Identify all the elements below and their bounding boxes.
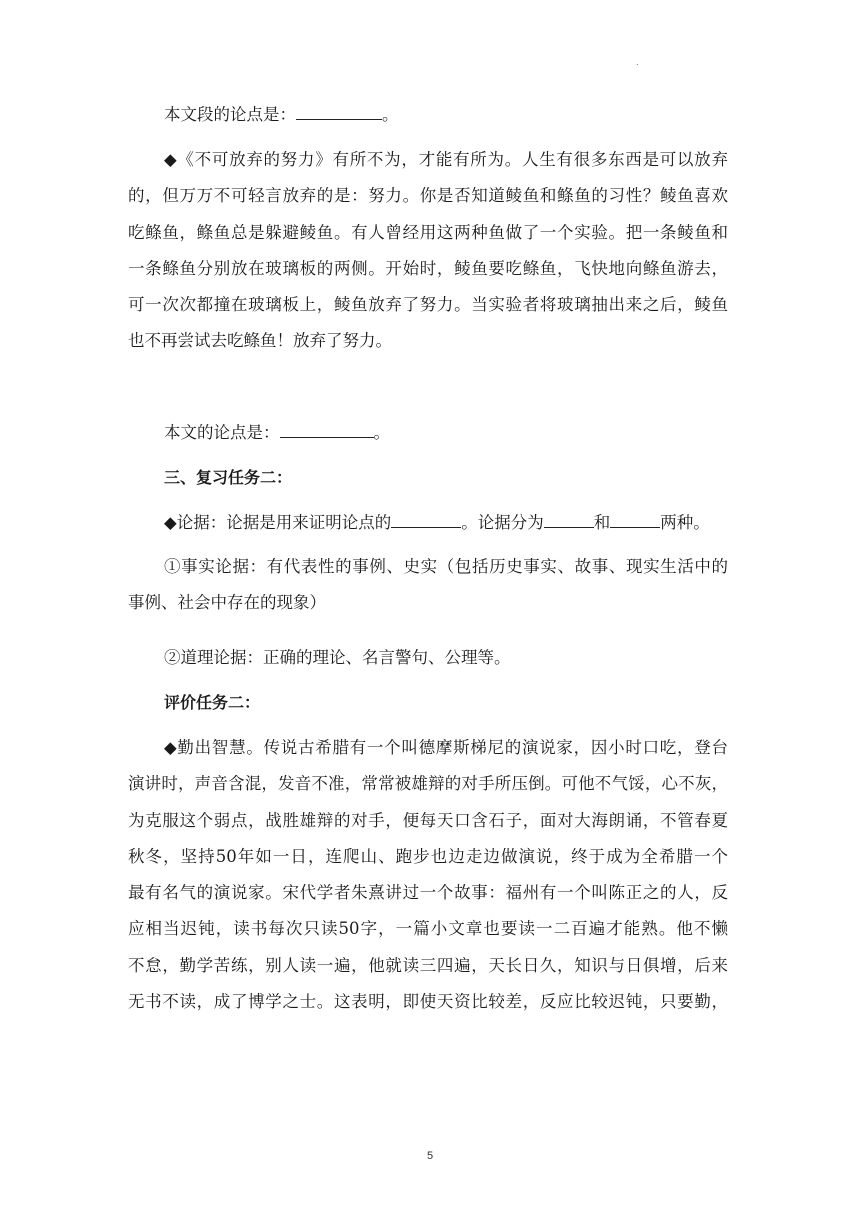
text-line: ◆勤出智慧。传说古希腊有一个叫德摩斯梯尼的演说家，因小时口吃，登台: [164, 738, 728, 757]
heading-text: 三、复习任务二：: [164, 468, 293, 487]
text-line: 秋冬，坚持50年如一日，连爬山、跑步也边走边做演说，终于成为全希腊一个: [128, 846, 728, 866]
text-line: 可一次次都撞在玻璃板上，鲮鱼放弃了努力。当实验者将玻璃抽出来之后，鲮鱼: [128, 295, 728, 315]
thesis-1-label: 本文段的论点是：: [164, 105, 296, 124]
answer-blank: [544, 513, 594, 528]
text-line: 的，但万万不可轻言放弃的是：努力。你是否知道鲮鱼和鲦鱼的习性？鲮鱼喜欢: [128, 186, 728, 206]
evidence-end: 两种。: [660, 513, 710, 532]
section-heading-review-task-2: [128, 460, 728, 496]
heading-text: 评价任务二：: [164, 693, 261, 712]
evidence-definition: ◆论据：论据是用来证明论点的: [164, 513, 392, 532]
text-line: 一条鲦鱼分别放在玻璃板的两侧。开始时，鲮鱼要吃鲦鱼，飞快地向鲦鱼游去，: [128, 258, 728, 278]
paragraph-effort-story: [128, 142, 728, 360]
paragraph-thesis-1: [128, 97, 728, 133]
thesis-1-end: 。: [382, 105, 399, 124]
reason-evidence-text: ②道理论据：正确的理论、名言警句、公理等。: [164, 648, 511, 667]
paragraph-thesis-2: [128, 415, 728, 451]
text-line: 也不再尝试去吃鲦鱼！放弃了努力。: [128, 331, 392, 351]
page-number: 5: [426, 1150, 434, 1162]
text-line: ①事实论据：有代表性的事例、史实（包括历史事实、故事、现实生活中的: [164, 557, 728, 576]
answer-blank: [296, 105, 382, 120]
evidence-and: 和: [593, 513, 611, 532]
evidence-types-label: 。论据分为: [461, 513, 544, 532]
paragraph-reason-evidence: [128, 640, 728, 676]
text-line: 应相当迟钝，读书每次只读50字，一篇小文章也要读一二百遍才能熟。他不懒: [128, 919, 728, 939]
thesis-2-end: 。: [373, 423, 390, 442]
answer-blank: [280, 423, 374, 438]
header-mark: .: [636, 58, 639, 67]
text-line: 最有名气的演说家。宋代学者朱熹讲过一个故事：福州有一个叫陈正之的人，反: [128, 883, 728, 903]
answer-blank: [391, 513, 461, 528]
text-line: 不怠，勤学苦练，别人读一遍，他就读三四遍，天长日久，知识与日俱增，后来: [128, 955, 728, 975]
text-line: ◆《不可放弃的努力》有所不为，才能有所为。人生有很多东西是可以放弃: [164, 150, 728, 169]
text-line: 吃鲦鱼，鲦鱼总是躲避鲮鱼。有人曾经用这两种鱼做了一个实验。把一条鲮鱼和: [128, 222, 728, 242]
section-heading-evaluation-task-2: [128, 685, 728, 721]
paragraph-diligence: [128, 730, 728, 1020]
text-line: 演讲时，声音含混，发音不准，常常被雄辩的对手所压倒。可他不气馁，心不灰，: [128, 774, 728, 794]
text-line: 事例、社会中存在的现象）: [128, 593, 326, 613]
text-line: 为克服这个弱点，战胜雄辩的对手，便每天口含石子，面对大海朗诵，不管春夏: [128, 810, 728, 830]
paragraph-evidence: [128, 505, 728, 541]
text-line: 无书不读，成了博学之士。这表明，即使天资比较差，反应比较迟钝，只要勤，: [128, 992, 728, 1012]
paragraph-fact-evidence: [128, 549, 728, 622]
answer-blank: [610, 513, 660, 528]
thesis-2-label: 本文的论点是：: [164, 423, 280, 442]
